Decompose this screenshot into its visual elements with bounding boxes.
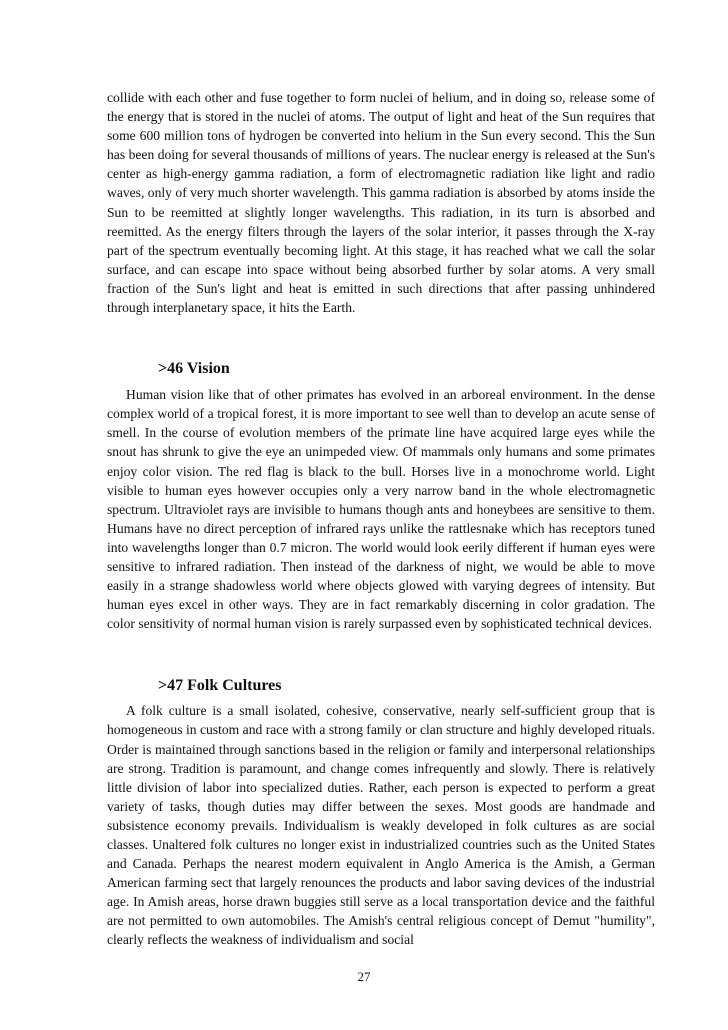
section-heading-folk-cultures: >47 Folk Cultures xyxy=(158,677,282,695)
page-number: 27 xyxy=(357,969,371,984)
document-page xyxy=(107,88,655,950)
intro-paragraph: collide with each other and fuse together to form nuclei of helium, and in doing so, release some of the energy that is stored in the nuclei of atoms. The output of light and heat of the Sun requires that some 600 million tons of hydrogen be converted into helium in the Sun every second. This the Sun has been doing for several thousands of millions of years. The nuclear energy is released at the Sun's center as high-energy gamma radiation, a form of electromagnetic radiation like light and radio waves, only of very much shorter wavelength. This gamma radiation is absorbed by atoms inside the Sun to be reemitted at slightly longer wavelengths. This radiation, in its turn is absorbed and reemitted. As the energy filters through the layers of the solar interior, it passes through the X-ray part of the spectrum eventually becoming light. At this stage, it has reached what we call the solar surface, and can escape into space without being absorbed further by solar atoms. A very small fraction of the Sun's light and heat is emitted in such directions that after passing unhindered through interplanetary space, it hits the Earth. xyxy=(107,90,655,316)
section-body-folk-cultures: A folk culture is a small isolated, cohesive, conservative, nearly self-sufficient group that is homogeneous in custom and race with a strong family or clan structure and highly developed rituals. Order is maintained through sanctions based in the religion or family and interpersonal relationships are strong. Tradition is paramount, and change comes infrequently and slowly. There is relatively little division of labor into specialized duties. Rather, each person is expected to perform a great variety of tasks, though duties may differ between the sexes. Most goods are handmade and subsistence economy prevails. Individualism is weakly developed in folk cultures as are social classes. Unaltered folk cultures no longer exist in industrialized countries such as the United States and Canada. Perhaps the nearest modern equivalent in Anglo America is the Amish, a German American farming sect that largely renounces the products and labor saving devices of the industrial age. In Amish areas, horse drawn buggies still serve as a local transportation device and the faithful are not permitted to own automobiles. The Amish's central religious concept of Demut "humility", clearly reflects the weakness of individualism and social xyxy=(107,703,655,948)
section-body-vision: Human vision like that of other primates has evolved in an arboreal environment. In the dense complex world of a tropical forest, it is more important to see well than to develop an acute sense of smell. In the course of evolution members of the primate line have acquired large eyes while the snout has shrunk to give the eye an unimpeded view. Of mammals only humans and some primates enjoy color vision. The red flag is black to the bull. Horses live in a monochrome world. Light visible to human eyes however occupies only a very narrow band in the whole electromagnetic spectrum. Ultraviolet rays are invisible to humans though ants and honeybees are sensitive to them. Humans have no direct perception of infrared rays unlike the rattlesnake which has receptors tuned into wavelengths longer than 0.7 micron. The world would look eerily different if human eyes were sensitive to infrared radiation. Then instead of the darkness of night, we would be able to move easily in a strange shadowless world where objects glowed with varying degrees of intensity. But human eyes excel in other ways. They are in fact remarkably discerning in color gradation. The color sensitivity of normal human vision is rarely surpassed even by sophisticated technical devices. xyxy=(107,387,655,632)
section-heading-vision: >46 Vision xyxy=(158,360,230,378)
